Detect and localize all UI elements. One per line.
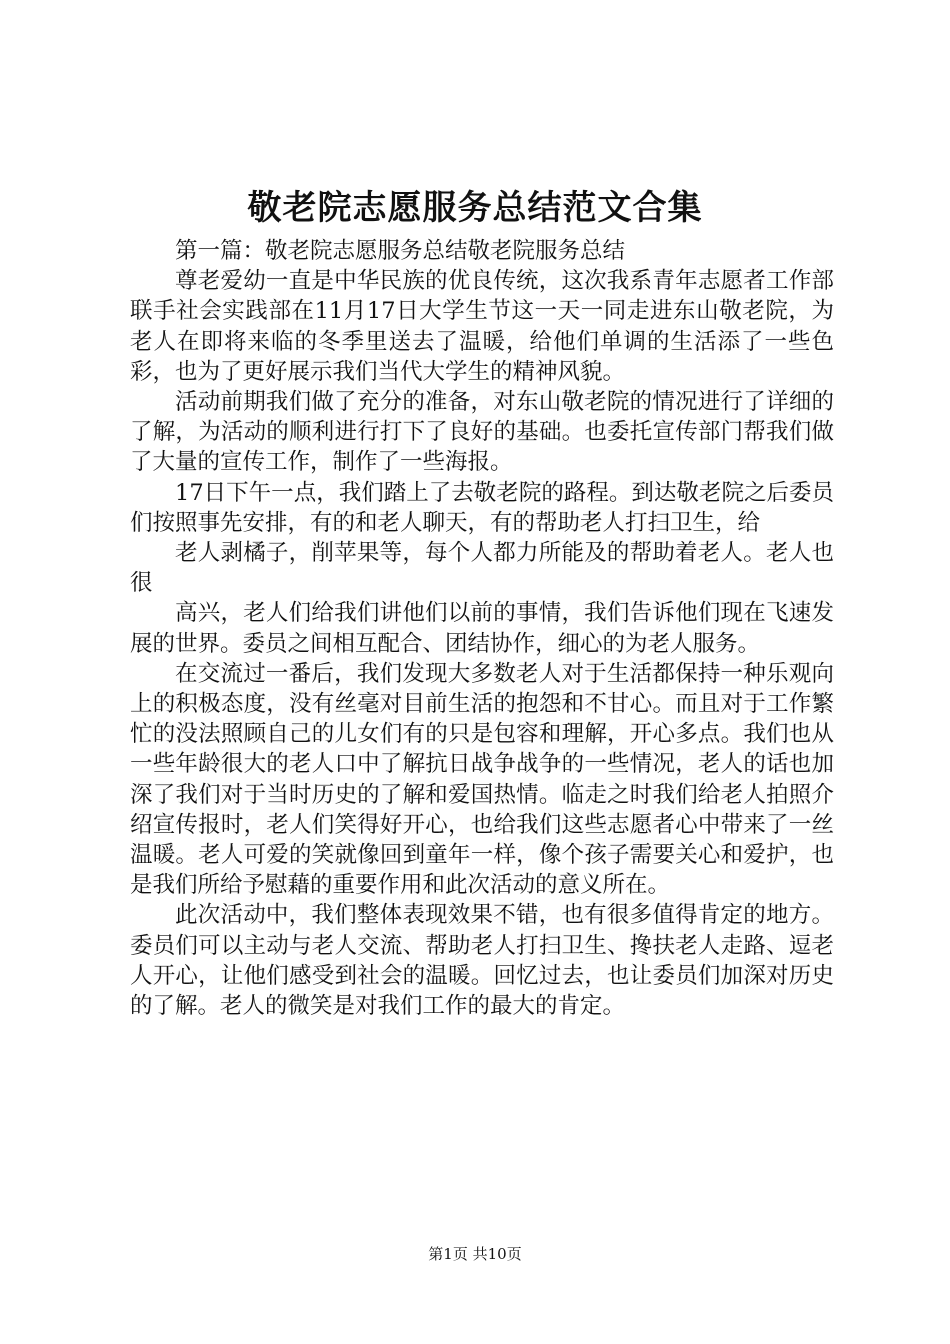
paragraph: 尊老爱幼一直是中华民族的优良传统，这次我系青年志愿者工作部联手社会实践部在11月17日大学生节这一天一同走进东山敬老院，为老人在即将来临的冬季里送去了温暖，给他们单调的生活添了一些色彩，也为了更好展示我们当代大学生的精神风貌。 [130, 268, 834, 385]
paragraph: 活动前期我们做了充分的准备，对东山敬老院的情况进行了详细的了解，为活动的顺利进行打下了良好的基础。也委托宣传部门帮我们做了大量的宣传工作，制作了一些海报。 [130, 389, 834, 476]
paragraph: 17日下午一点，我们踏上了去敬老院的路程。到达敬老院之后委员们按照事先安排，有的和老人聊天，有的帮助老人打扫卫生，给 [130, 479, 834, 536]
paragraph: 在交流过一番后，我们发现大多数老人对于生活都保持一种乐观向上的积极态度，没有丝毫对目前生活的抱怨和不甘心。而且对于工作繁忙的没法照顾自己的儿女们有的只是包容和理解，开心多点。我们也从一些年龄很大的老人口中了解抗日战争战争的一些情况，老人的话也加深了我们对于当时历史的了解和爱国热情。临走之时我们给老人拍照介绍宣传报时，老人们笑得好开心，也给我们这些志愿者心中带来了一丝温暖。老人可爱的笑就像回到童年一样，像个孩子需要关心和爱护，也是我们所给予慰藉的重要作用和此次活动的意义所在。 [130, 660, 834, 899]
document-title: 敬老院志愿服务总结范文合集 [247, 188, 703, 228]
paragraph: 老人剥橘子，削苹果等，每个人都力所能及的帮助着老人。老人也很 [130, 540, 834, 597]
section-heading: 第一篇：敬老院志愿服务总结敬老院服务总结 [175, 238, 626, 264]
paragraph: 高兴，老人们给我们讲他们以前的事情，我们告诉他们现在飞速发展的世界。委员之间相互配合、团结协作，细心的为老人服务。 [130, 600, 834, 657]
page-number-footer: 第1页 共10页 [428, 1245, 522, 1263]
paragraph: 此次活动中，我们整体表现效果不错，也有很多值得肯定的地方。委员们可以主动与老人交流、帮助老人打扫卫生、搀扶老人走路、逗老人开心，让他们感受到社会的温暖。回忆过去，也让委员们加深对历史的了解。老人的微笑是对我们工作的最大的肯定。 [130, 902, 834, 1020]
document-body [130, 236, 834, 1021]
